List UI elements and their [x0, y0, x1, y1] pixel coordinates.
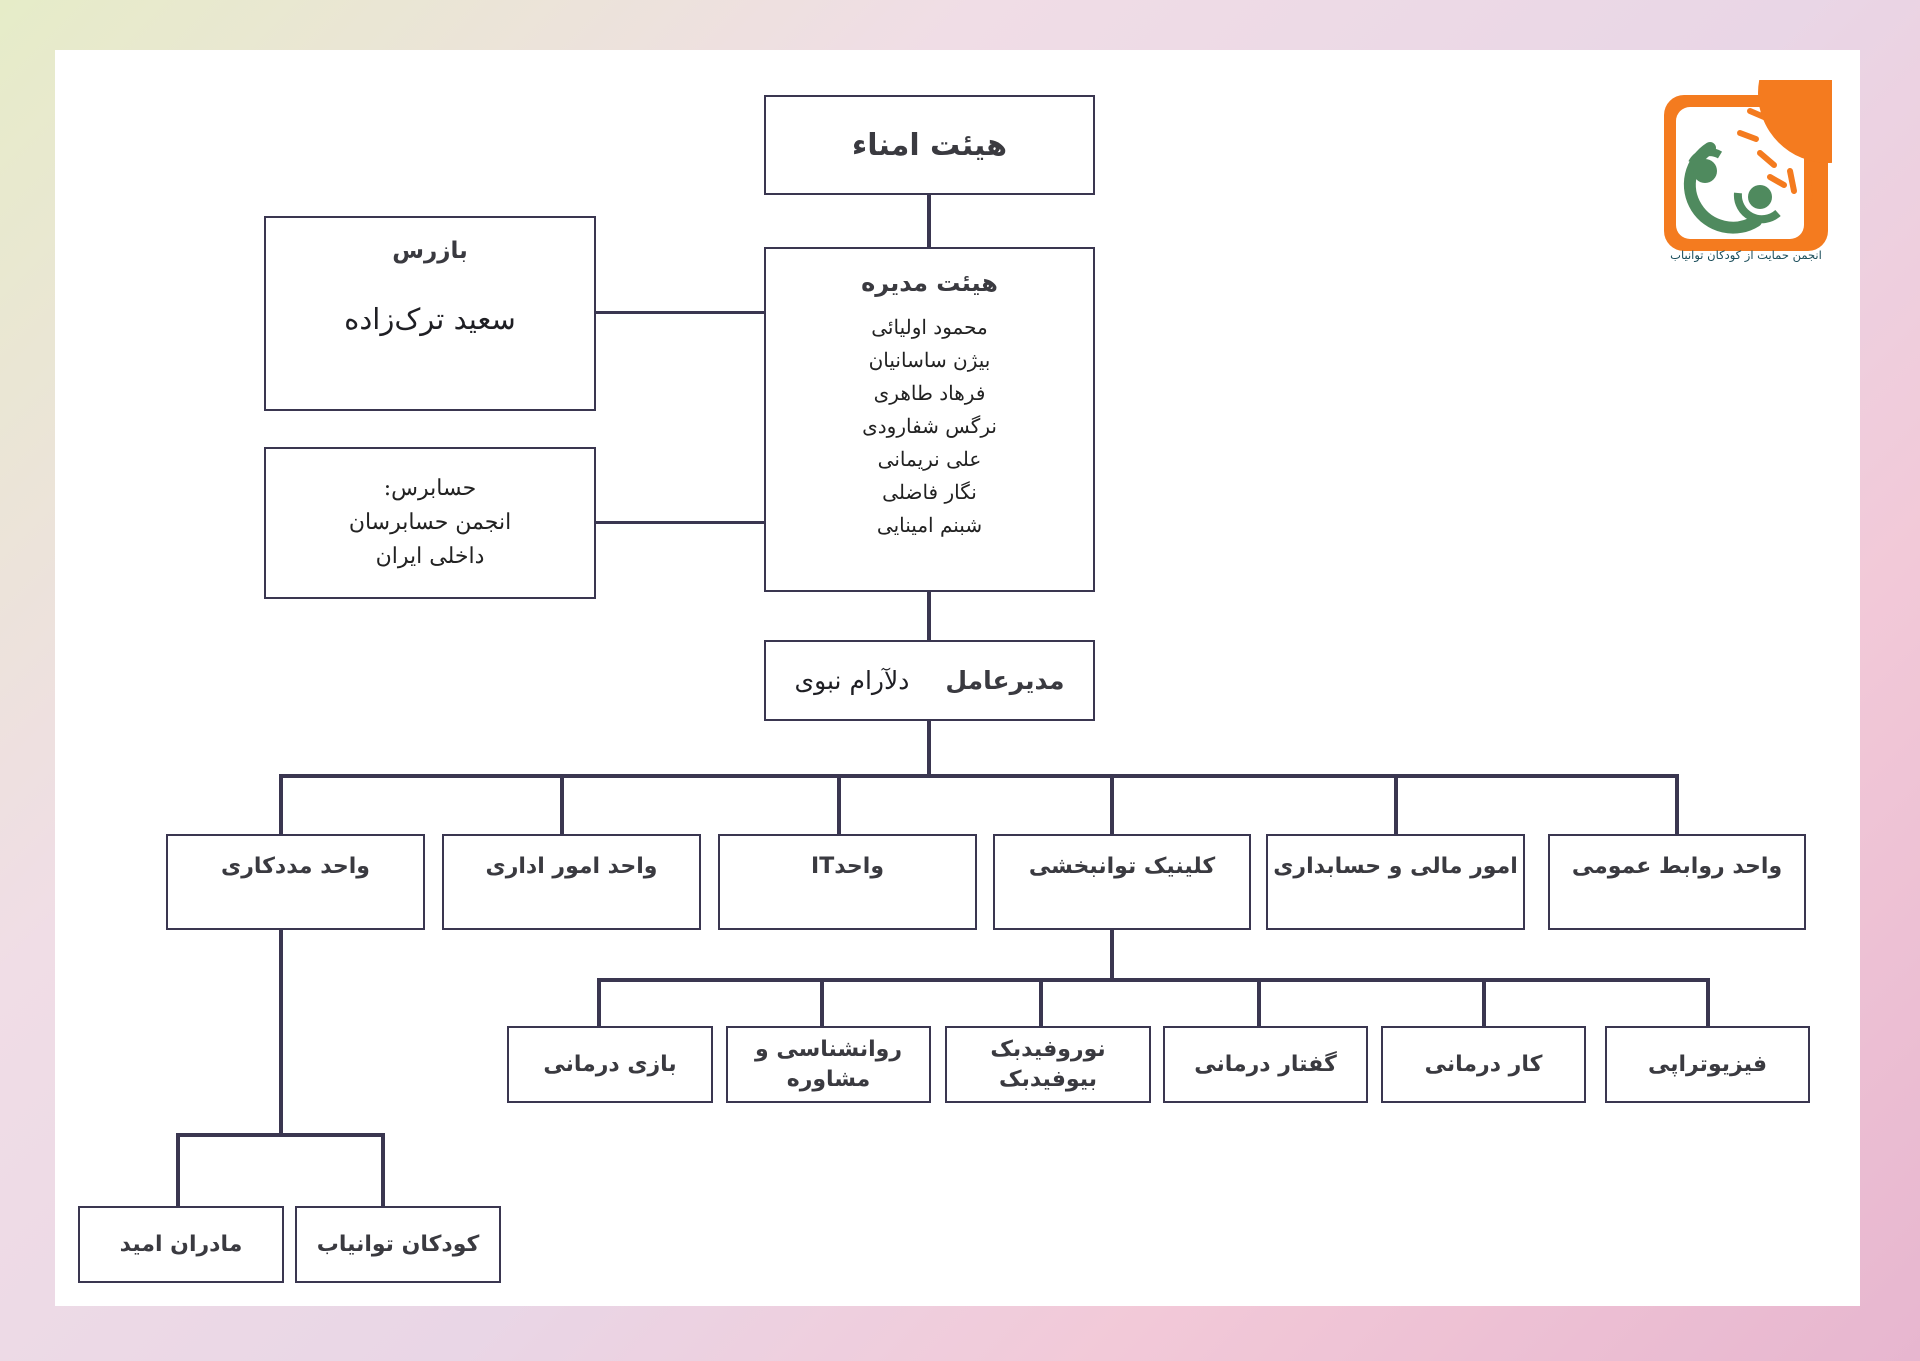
auditor-name-line1: انجمن حسابرسان	[348, 509, 512, 535]
trustees-title: هیئت امناء	[851, 127, 1008, 163]
units-bus	[279, 774, 1679, 778]
board-member: بیژن ساسانیان	[868, 348, 991, 372]
ceo-box	[764, 640, 1095, 721]
aid-children-box	[295, 1206, 501, 1283]
drop-clinic	[1110, 774, 1114, 834]
aid-mothers-box	[78, 1206, 284, 1283]
unit-aid-label: واحد مددکاری	[221, 854, 370, 879]
clinic-physio-label: فیزیوتراپی	[1647, 1052, 1768, 1077]
board-member: فرهاد طاهری	[873, 381, 986, 405]
unit-clinic-box	[993, 834, 1251, 930]
clinic-psych-label-line2: مشاوره	[786, 1066, 871, 1092]
inspector-box	[264, 216, 596, 411]
unit-pr-label: واحد روابط عمومی	[1571, 854, 1783, 879]
trustees-box	[764, 95, 1095, 195]
auditor-label: حسابرس:	[383, 475, 477, 501]
board-member: محمود اولیائی	[871, 315, 988, 339]
clinic-physio-box	[1605, 1026, 1810, 1103]
ceo-title: مدیرعامل	[945, 666, 1065, 695]
clinic-neuro-label-line2: بیوفیدبک	[999, 1066, 1097, 1092]
drop-pr	[1675, 774, 1679, 834]
clinic-psych-label-line1: روانشناسی و	[755, 1036, 902, 1062]
drop-play	[597, 978, 601, 1026]
drop-mothers	[176, 1133, 180, 1207]
board-title: هیئت مدیره	[861, 269, 998, 297]
unit-finance-label: امور مالی و حسابداری	[1273, 854, 1518, 879]
aid-mothers-label: مادران امید	[119, 1232, 243, 1257]
connector-clinic-sub	[1110, 929, 1114, 980]
clinic-occupational-label: کار درمانی	[1424, 1052, 1543, 1077]
unit-aid-box	[166, 834, 425, 930]
unit-it-label: واحدIT	[811, 854, 884, 879]
drop-speech	[1257, 978, 1261, 1026]
drop-physio	[1706, 978, 1710, 1026]
drop-neuro	[1039, 978, 1043, 1026]
drop-psych	[820, 978, 824, 1026]
drop-finance	[1394, 774, 1398, 834]
unit-clinic-label: کلینیک توانبخشی	[1028, 854, 1216, 879]
clinic-play-label: بازی درمانی	[543, 1052, 677, 1077]
clinic-neuro-box	[945, 1026, 1151, 1103]
connector-aid-sub	[279, 929, 283, 1135]
aid-sub-bus	[176, 1133, 385, 1137]
unit-admin-box	[442, 834, 701, 930]
clinic-sub-bus	[597, 978, 1710, 982]
drop-occupational	[1482, 978, 1486, 1026]
board-member: نرگس شفارودی	[862, 414, 997, 438]
clinic-speech-box	[1163, 1026, 1368, 1103]
connector-board-ceo	[927, 591, 931, 641]
logo-caption: انجمن حمایت از کودکان توانیاب	[1670, 248, 1822, 262]
clinic-neuro-label-line1: نوروفیدبک	[990, 1036, 1106, 1062]
auditor-box	[264, 447, 596, 599]
unit-pr-box	[1548, 834, 1806, 930]
drop-it	[837, 774, 841, 834]
connector-auditor-board	[595, 521, 765, 524]
drop-aid	[279, 774, 283, 834]
clinic-occupational-box	[1381, 1026, 1586, 1103]
board-member: شبنم امینایی	[876, 513, 983, 537]
clinic-psych-box	[726, 1026, 931, 1103]
board-members-list	[862, 311, 997, 542]
auditor-name-line2: داخلی ایران	[375, 544, 485, 570]
inspector-title: بازرس	[392, 238, 468, 264]
drop-children	[381, 1133, 385, 1207]
connector-inspector-board	[595, 311, 765, 314]
association-logo-icon	[1660, 80, 1832, 266]
connector-ceo-units	[927, 720, 931, 776]
connector-trustees-board	[927, 194, 931, 248]
drop-admin	[560, 774, 564, 834]
board-member: نگار فاضلی	[882, 480, 977, 504]
inspector-name: سعید ترک‌زاده	[344, 302, 516, 336]
aid-children-label: کودکان توانیاب	[316, 1232, 480, 1257]
unit-it-box	[718, 834, 977, 930]
clinic-play-box	[507, 1026, 713, 1103]
unit-finance-box	[1266, 834, 1525, 930]
board-box	[764, 247, 1095, 592]
clinic-speech-label: گفتار درمانی	[1194, 1052, 1337, 1077]
ceo-name: دلآرام نبوی	[794, 666, 910, 695]
board-member: علی نریمانی	[877, 447, 982, 471]
unit-admin-label: واحد امور اداری	[485, 854, 658, 879]
